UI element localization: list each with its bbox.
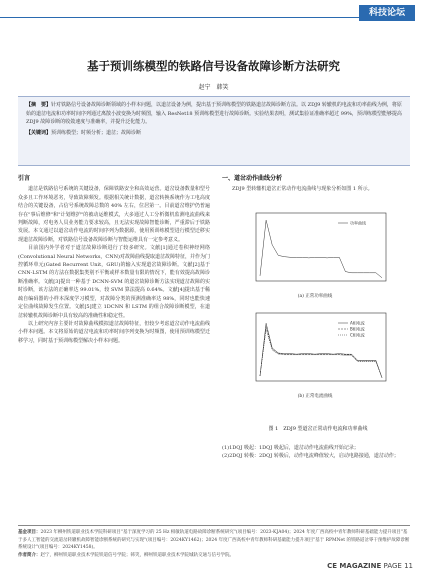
author-label: 作者简介： xyxy=(18,552,41,558)
list-item: (1)1DQJ 吸起：1DQJ 吸起后，道岔动作电流曲线开始记录； xyxy=(222,445,359,451)
right-column xyxy=(222,175,414,194)
legend xyxy=(338,220,366,226)
article-title: 基于预训练模型的铁路信号设备故障诊断方法研究 xyxy=(87,59,340,73)
legend-label: 功率曲线 xyxy=(350,220,366,226)
chart-frame xyxy=(256,313,386,381)
figure-1 xyxy=(226,207,404,417)
chart-current xyxy=(240,307,390,392)
left-column xyxy=(18,175,210,345)
fund-note xyxy=(18,529,410,552)
section-badge: 科技论坛 xyxy=(359,5,415,21)
keywords-label: 【关键词】 xyxy=(26,129,52,136)
section-heading-intro: 引言 xyxy=(18,175,31,182)
keywords xyxy=(26,129,402,138)
footnote xyxy=(18,525,410,559)
right-column-lower xyxy=(222,440,414,461)
author-text: 赵宁，柳州铁道职业技术学院铁道信号学院；韩笑，柳州铁道职业技术学院城轨交通与信号学院。 xyxy=(40,552,234,558)
abstract-label: 【摘 要】 xyxy=(26,102,52,108)
chart-power xyxy=(240,207,390,292)
page-footer xyxy=(327,562,413,570)
subcaption-a: (a) 正常功率曲线 xyxy=(297,294,333,299)
keywords-text: 预训练模型；时频分析；道岔；故障诊断 xyxy=(51,129,142,136)
magazine-name: CE MAGAZINE xyxy=(327,562,382,570)
section-heading-1: 一、道岔动作曲线分析 xyxy=(222,175,283,182)
chart-frame xyxy=(256,213,386,281)
abstract xyxy=(26,101,402,127)
author-note xyxy=(18,552,410,560)
legend-label: A相电流 xyxy=(350,320,365,326)
legend-label: B相电流 xyxy=(350,326,365,332)
page-number: 11 xyxy=(404,562,413,570)
fund-text: 2023 年柳州铁道职业技术学院科研项目"基于深度学习的 25 Hz 相敏轨道电路故障诊断系统研究"(项目编号：2023-KJA04)；2024 年度广西高校中青年教师科研基础能力提升项目"基于多人工智能的交流道岔转辙机故障智能诊断系统的研究与实现"(项目编号：2024KY1462)；2024 年度广西高校中青年教师科研基础能力提升项目"基于 RPMNet 的铁路道岔零干预维护故障诊断系统设计"(项目编号：2024KY1458)。 xyxy=(18,530,410,550)
paragraph: ZDJ9 型转辙机道岔正常动作电流曲线与现象分析如图 1 所示。 xyxy=(232,186,373,193)
figure-caption: 图 1 ZDJ9 型道岔正常动作电流和功率曲线 xyxy=(268,426,368,432)
fund-label: 基金项目： xyxy=(18,530,41,535)
plot-area xyxy=(260,220,382,278)
paragraph: 目前国内外学者对于道岔故障诊断进行了较多研究。文献[1]通过卷积神经网络(Convolutional Neural Networks，CNN)对故障曲线提取道岔故障特征，并作为门控循环单元(Gated Recurrent Unit，GRU)的输入实现道岔故障诊断。文献[2]基于 CNN-LSTM 的方法在数据集类别不平衡或样本数量有限的情况下，能有效提高故障诊断准确率。文献[3]提出一种基于 DCNN-SVM 的道岔故障诊断方法实现道岔故障的实时诊断，该方法的正确率达 99.01%，较 SVM 算法提高 0.64%。文献[4]提出基于稀疏自编码器的小样本深度学习模型，对故障分类的预测准确率达 98%，同时也能快速定位曲线故障发生位置。文献[5]建立 1DCNN 和 LSTM 的组合故障诊断模型，在道岔转辙机故障诊断中具有较高的准确性和稳定性。 xyxy=(18,245,210,319)
list-item: (2)2DQJ 转极：2DQJ 转极后，动作电流峰值较大，启动电路接通，道岔动作； xyxy=(222,453,399,460)
abstract-box xyxy=(18,96,410,166)
article-authors: 赵宁 韩笑 xyxy=(198,84,229,91)
paragraph: 道岔是铁路信号系统的关键设备，保障铁路安全和高效运营。道岔设备数量和型号众多且工作环境恶劣，导致故障频发。根据相关统计数据，道岔转换系统作为工电高度结合的关键设备，占信号系统故障总数的 40% 左右，位居第一。目前道岔维护仍普遍存在"事后维修"和"计划维护"的被动运维模式，大多通过人工分析微机监测电流曲线来判断故障，对电务人员业务能力要求较高，且无法实现故障智能诊断，严重滞后于铁路发展。本文通过以道岔动作电流的时间序列为数据源，使用预训练模型进行模型迁移实现道岔故障诊断，对铁路信号设备故障诊断与智能运维具有一定参考意义。 xyxy=(18,186,210,243)
item-list xyxy=(222,444,414,461)
paragraph: 以上研究内容主要针对故障曲线模拟道岔故障特征，但较少考虑道岔动作电流曲线小样本问题。本文将原始的道岔电流和功率时间序列变换为时频图，使用预训练模型迁移学习，同时基于预训练模型解决小样本问题。 xyxy=(18,320,210,344)
legend-label: C相电流 xyxy=(350,332,365,338)
series-line xyxy=(260,220,382,278)
page-label: PAGE xyxy=(383,562,402,570)
subcaption-b: (b) 正常电流曲线 xyxy=(297,394,333,399)
legend xyxy=(338,320,365,338)
abstract-text: 针对铁路信号设备故障诊断领域的小样本问题，以道岔设备为例，提出基于预训练模型的铁路道岔故障诊断方法。以 ZDJ9 转辙机的电流和功率曲线为例，将原始的道岔电流和功率时间序列通过离散小波变换为时频图，输入 ResNet18 预训练模型进行故障诊断。实验结果表明，测试集验证准确率超过 99%，预训练模型能够提高 ZDJ9 故障诊断的收敛速度与准确率，并提升泛化能力。 xyxy=(26,102,402,126)
header-rule xyxy=(0,17,395,18)
